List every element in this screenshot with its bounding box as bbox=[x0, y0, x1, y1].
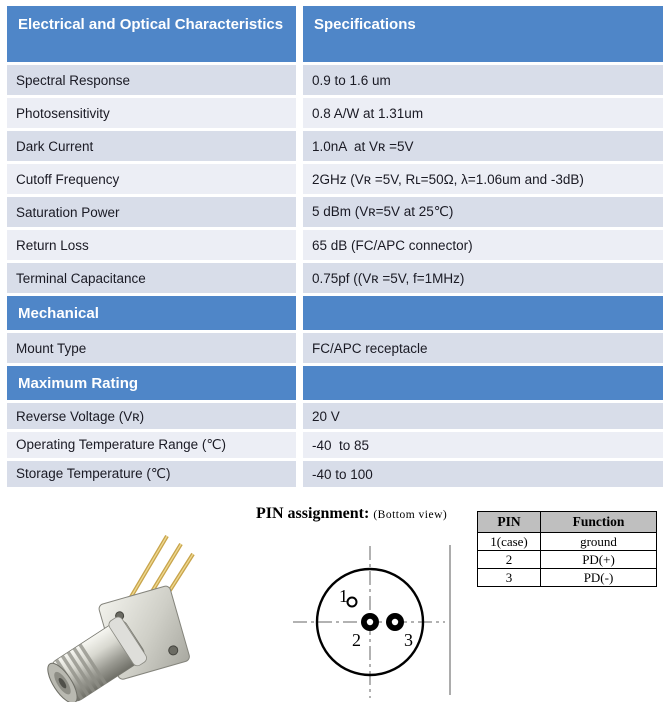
spec-label: Reverse Voltage (Vʀ) bbox=[7, 403, 296, 429]
pin-assignment-caption bbox=[256, 505, 447, 523]
pin-2-hole-center bbox=[367, 619, 373, 625]
spec-value: 65 dB (FC/APC connector) bbox=[303, 230, 663, 260]
section-header-row bbox=[7, 366, 663, 400]
spec-row bbox=[7, 230, 663, 260]
pin-table-header-function: Function bbox=[541, 512, 657, 533]
spec-value: 5 dBm (Vʀ=5V at 25℃) bbox=[303, 197, 663, 227]
spec-value: 20 V bbox=[303, 403, 663, 429]
spec-value: FC/APC receptacle bbox=[303, 333, 663, 363]
spec-row bbox=[7, 197, 663, 227]
pin-table-row bbox=[478, 551, 657, 569]
section-header-row bbox=[7, 296, 663, 330]
spec-label: Dark Current bbox=[7, 131, 296, 161]
pin-3-label: 3 bbox=[404, 630, 413, 650]
section-label: Maximum Rating bbox=[7, 366, 296, 400]
spec-table bbox=[7, 6, 663, 490]
spec-value: -40 to 85 bbox=[303, 432, 663, 458]
spec-row bbox=[7, 131, 663, 161]
pin-assignment-title: PIN assignment: bbox=[256, 505, 370, 522]
pin-function-table bbox=[477, 511, 657, 587]
spec-label: Storage Temperature (℃) bbox=[7, 461, 296, 487]
spec-value: 0.8 A/W at 1.31um bbox=[303, 98, 663, 128]
spec-value: -40 to 100 bbox=[303, 461, 663, 487]
spec-table-header-specifications: Specifications bbox=[303, 6, 663, 62]
pin-function-cell: PD(-) bbox=[541, 569, 657, 587]
pin-2-label: 2 bbox=[352, 630, 361, 650]
spec-label: Terminal Capacitance bbox=[7, 263, 296, 293]
spec-row bbox=[7, 98, 663, 128]
spec-label: Photosensitivity bbox=[7, 98, 296, 128]
section-label: Mechanical bbox=[7, 296, 296, 330]
pin-table-row bbox=[478, 533, 657, 551]
pin-table-row bbox=[478, 569, 657, 587]
spec-label: Spectral Response bbox=[7, 65, 296, 95]
pin-function-cell: ground bbox=[541, 533, 657, 551]
spec-label: Mount Type bbox=[7, 333, 296, 363]
spec-table-header-row bbox=[7, 6, 663, 62]
spec-value: 0.9 to 1.6 um bbox=[303, 65, 663, 95]
spec-row bbox=[7, 333, 663, 363]
spec-value: 2GHᴢ (Vʀ =5V, Rʟ=50Ω, λ=1.06um and -3dB) bbox=[303, 164, 663, 194]
spec-label: Saturation Power bbox=[7, 197, 296, 227]
pin-1-label: 1 bbox=[339, 586, 348, 606]
pin-number-cell: 2 bbox=[478, 551, 541, 569]
pin-3-hole-center bbox=[392, 619, 398, 625]
spec-table-header-characteristics: Electrical and Optical Characteristics bbox=[7, 6, 296, 62]
spec-value: 1.0nA at Vʀ =5V bbox=[303, 131, 663, 161]
spec-label: Operating Temperature Range (℃) bbox=[7, 432, 296, 458]
spec-row bbox=[7, 432, 663, 458]
spec-row bbox=[7, 263, 663, 293]
spec-label: Return Loss bbox=[7, 230, 296, 260]
pin-table-header-row bbox=[478, 512, 657, 533]
section-spacer bbox=[303, 366, 663, 400]
pin-1-hole bbox=[348, 598, 357, 607]
connector-photo bbox=[45, 532, 205, 702]
pin-number-cell: 1(case) bbox=[478, 533, 541, 551]
spec-row bbox=[7, 461, 663, 487]
spec-row bbox=[7, 65, 663, 95]
spec-table-rows bbox=[7, 65, 663, 487]
spec-label: Cutoff Frequency bbox=[7, 164, 296, 194]
pin-table-header-pin: PIN bbox=[478, 512, 541, 533]
spec-row bbox=[7, 164, 663, 194]
pin-number-cell: 3 bbox=[478, 569, 541, 587]
spec-value: 0.75pf ((Vʀ =5V, f=1MHᴢ) bbox=[303, 263, 663, 293]
pin-function-cell: PD(+) bbox=[541, 551, 657, 569]
section-spacer bbox=[303, 296, 663, 330]
spec-row bbox=[7, 403, 663, 429]
pin-assignment-subtitle: (Bottom view) bbox=[373, 509, 448, 521]
pin-diagram bbox=[285, 538, 460, 704]
